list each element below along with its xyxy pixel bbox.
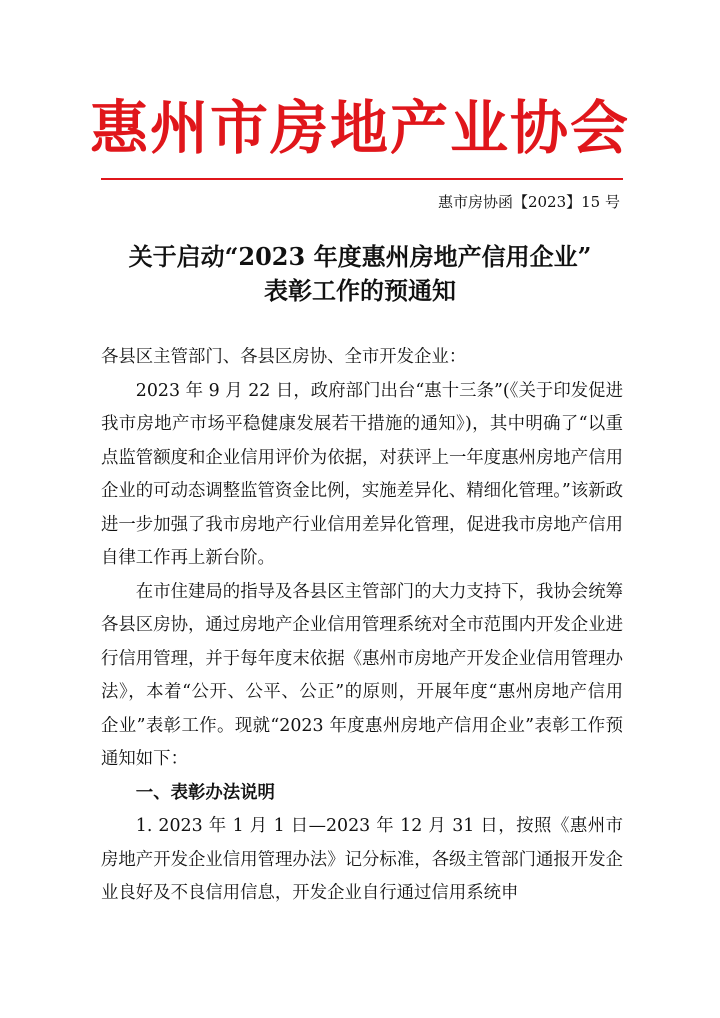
title-line-2: 表彰工作的预通知 [264, 276, 456, 305]
document-title [0, 240, 720, 308]
title-line-1: 关于启动“2023 年度惠州房地产信用企业” [128, 242, 592, 271]
salutation: 各县区主管部门、各县区房协、全市开发企业： [101, 347, 467, 367]
organization-letterhead: 惠州市房地产业协会 [89, 94, 630, 162]
paragraph-policy: 2023 年 9 月 22 日，政府部门出台“惠十三条”(《关于印发促进我市房地产市场平稳健康发展若干措施的通知》)，其中明确了“以重点监管额度和企业信用评价为依据，对获评上一年度惠州房地产信用企业的可动态调整监管资金比例，实施差异化、精细化管理。”该新政进一步加强了我市房地产行业信用差异化管理，促进我市房地产信用自律工作再上新台阶。 [101, 380, 623, 568]
document-number: 惠市房协函【2023】15 号 [437, 193, 620, 211]
section-heading-1: 一、表彰办法说明 [135, 782, 275, 803]
paragraph-work-overview: 在市住建局的指导及各县区主管部门的大力支持下，我协会统筹各县区房协，通过房地产企业信用管理系统对全市范围内开发企业进行信用管理，并于每年度末依据《惠州市房地产开发企业信用管理办法》，本着“公开、公平、公正”的原则，开展年度“惠州房地产信用企业”表彰工作。现就“2023 年度惠州房地产信用企业”表彰工作预通知如下： [101, 581, 623, 769]
document-body [101, 341, 623, 911]
list-item-1: 1. 2023 年 1 月 1 日—2023 年 12 月 31 日，按照《惠州市房地产开发企业信用管理办法》记分标准，各级主管部门通报开发企业良好及不良信用信息，开发企业自行通过信用系统申 [101, 816, 623, 903]
letterhead-divider [101, 178, 623, 180]
